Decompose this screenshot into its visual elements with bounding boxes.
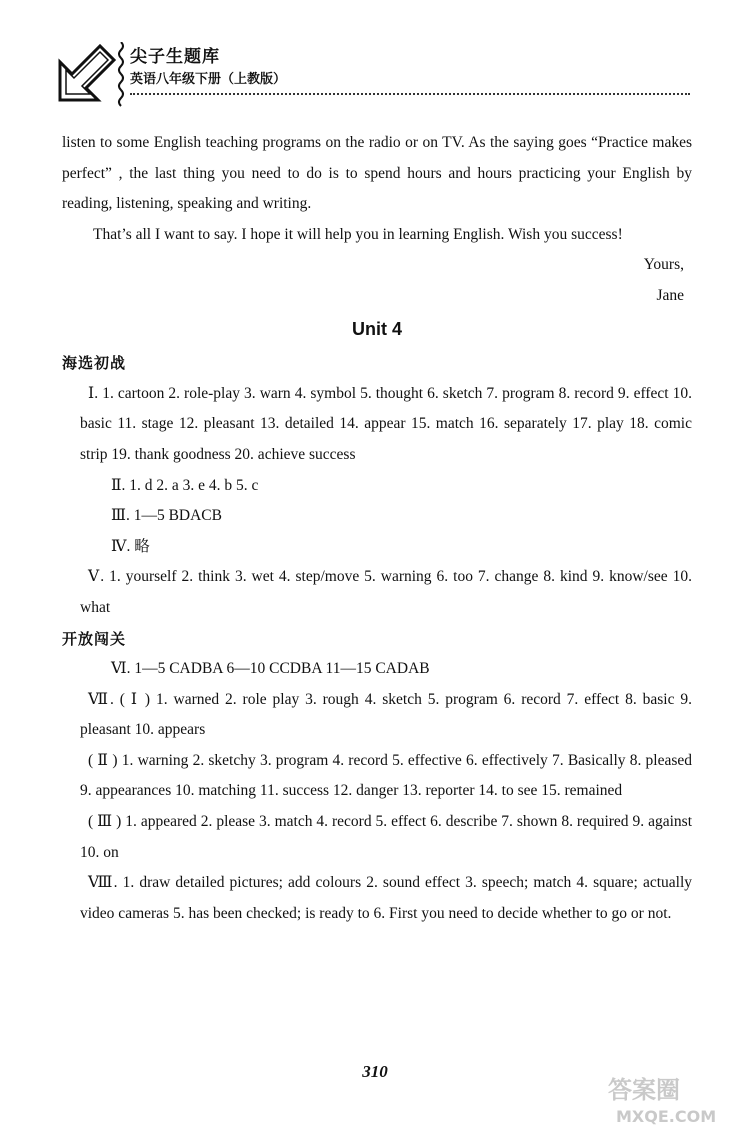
answer-item: ( Ⅱ ) 1. warning 2. sketchy 3. program 4. record 5. effective 6. effectively 7. Basically 8. pleased 9. appearances 10. matching 11. success 12. danger 13. reporter 14. to see 15. remained (80, 751, 692, 800)
book-title: 尖子生题库 (130, 47, 220, 67)
watermark-line1: 答案圈 (608, 1076, 680, 1104)
page-number: 310 (362, 1062, 388, 1081)
answer-item: Ⅰ. 1. cartoon 2. role-play 3. warn 4. symbol 5. thought 6. sketch 7. program 8. record 9. effect 10. basic 11. stage 12. pleasant 13. detailed 14. appear 15. match 16. separately 17. play 18. comic strip 19. thank goodness 20. achieve success (80, 384, 692, 463)
unit-title: Unit 4 (351, 318, 402, 339)
answer-item: Ⅷ. 1. draw detailed pictures; add colours 2. sound effect 3. speech; match 4. square; actually video cameras 5. has been checked; is ready to 6. First you need to decide whether to go or not. (80, 874, 692, 922)
answer-item: Ⅳ. 略 (111, 537, 150, 555)
watermark-line2: MXQE.COM (616, 1107, 717, 1126)
answer-item: Ⅱ. 1. d 2. a 3. e 4. b 5. c (111, 476, 259, 494)
letter-closing: Yours, (643, 256, 684, 274)
book-subtitle: 英语八年级下册（上教版） (130, 72, 287, 87)
arrow-icon (56, 40, 120, 110)
section-heading: 开放闯关 (62, 629, 127, 648)
section-heading: 海选初战 (62, 354, 127, 373)
answer-item: ( Ⅲ ) 1. appeared 2. please 3. match 4. record 5. effect 6. describe 7. shown 8. required 9. against 10. on (80, 813, 692, 861)
wavy-divider-icon (116, 42, 126, 108)
header-dotted-rule (130, 93, 690, 95)
letter-paragraph: That’s all I want to say. I hope it will help you in learning English. Wish you success! (93, 225, 623, 243)
answer-item: Ⅴ. 1. yourself 2. think 3. wet 4. step/move 5. warning 6. too 7. change 8. kind 9. know/see 10. what (80, 568, 692, 616)
answer-item: Ⅵ. 1—5 CADBA 6—10 CCDBA 11—15 CADAB (111, 660, 430, 678)
letter-paragraph: listen to some English teaching programs on the radio or on TV. As the saying goes “Practice makes perfect” , the last thing you need to do is to spend hours and hours practicing your English by reading, listening, speaking and writing. (62, 134, 692, 213)
answer-item: Ⅲ. 1—5 BDACB (111, 507, 222, 525)
letter-signature: Jane (656, 286, 684, 304)
page-header (56, 40, 696, 110)
answer-item: Ⅶ. ( Ⅰ ) 1. warned 2. role play 3. rough 4. sketch 5. program 6. record 7. effect 8. basic 9. pleasant 10. appears (80, 690, 692, 739)
watermark-logo (602, 1070, 742, 1130)
page-content (62, 128, 692, 929)
